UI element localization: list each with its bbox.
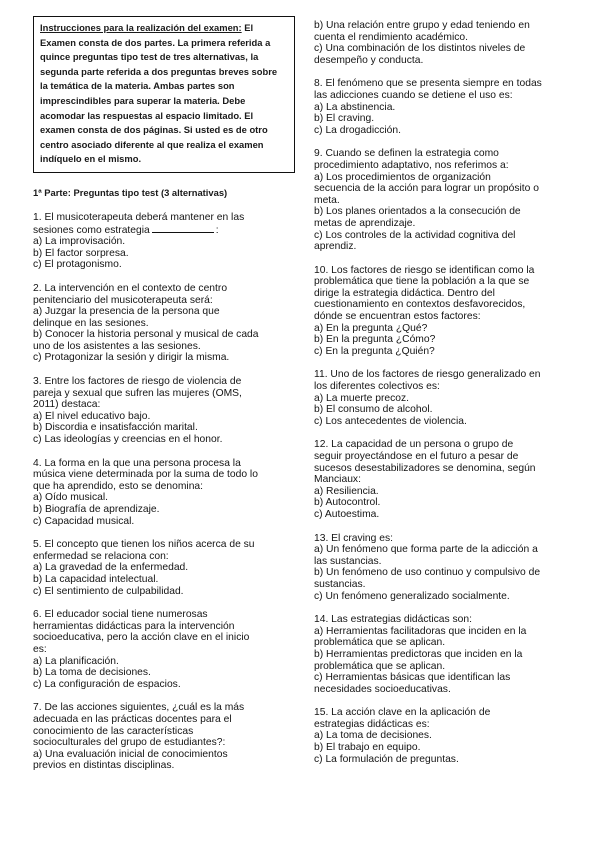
right-question-list xyxy=(314,20,576,765)
answer-option: las sustancias. xyxy=(314,555,382,567)
question-text: 12. La capacidad de un persona o grupo de xyxy=(314,439,514,451)
answer-option: a) La planificación. xyxy=(33,655,119,667)
answer-option: c) Autoestima. xyxy=(314,508,380,520)
answer-option: c) Las ideologías y creencias en el honor. xyxy=(33,434,223,446)
question-text: 15. La acción clave en la aplicación de xyxy=(314,707,491,719)
answer-option: c) La formulación de preguntas. xyxy=(314,753,459,765)
answer-option: b) La toma de decisiones. xyxy=(33,667,151,679)
section-title: 1ª Parte: Preguntas tipo test (3 alternativas) xyxy=(33,186,228,198)
question-item xyxy=(314,614,576,695)
answer-option: aprendiz. xyxy=(314,241,357,253)
answer-option: a) En la pregunta ¿Qué? xyxy=(314,322,428,334)
instructions-line: quince preguntas tipo test de tres alternativas, la xyxy=(40,51,259,63)
answer-option: a) Resiliencia. xyxy=(314,485,379,497)
answer-option: a) La abstinencia. xyxy=(314,101,396,113)
instructions-line: acomodar las respuestas al espacio limitado. El xyxy=(40,109,254,121)
question-text: dónde se encuentran estos factores: xyxy=(314,311,481,323)
question-text: Manciaux: xyxy=(314,474,361,486)
question-item xyxy=(33,376,295,446)
question-text: 5. El concepto que tienen los niños acerca de su xyxy=(33,539,255,551)
question-text: 2011) destaca: xyxy=(33,399,101,411)
answer-option: c) Los controles de la actividad cognitiva del xyxy=(314,229,516,241)
question-item xyxy=(33,283,295,364)
question-text: penitenciario del musicoterapeuta será: xyxy=(33,294,213,306)
answer-option: necesidades socioeducativas. xyxy=(314,683,451,695)
question-text: procedimiento adaptativo, nos referimos a: xyxy=(314,159,509,171)
question-item xyxy=(33,458,295,528)
question-item xyxy=(314,148,576,252)
answer-option: c) En la pregunta ¿Quién? xyxy=(314,345,435,357)
question-item xyxy=(314,78,576,136)
answer-option: desempeño y conducta. xyxy=(314,54,424,66)
question-text: los diferentes colectivos es: xyxy=(314,381,440,393)
answer-option: c) El protagonismo. xyxy=(33,259,122,271)
answer-option: c) La configuración de espacios. xyxy=(33,678,181,690)
question-text: 4. La forma en la que una persona procesa la xyxy=(33,457,241,469)
instructions-line: indíquelo en el mismo. xyxy=(40,153,142,165)
question-item xyxy=(314,265,576,358)
answer-option: a) Oído musical. xyxy=(33,492,108,504)
answer-option: b) El trabajo en equipo. xyxy=(314,742,421,754)
question-text: dirige la estrategia didáctica. Dentro del xyxy=(314,287,495,299)
instructions-line: segunda parte referida a dos preguntas breves sobre xyxy=(40,65,278,77)
left-question-list xyxy=(33,212,295,772)
question-text: que ha aprendido, esto se denomina: xyxy=(33,480,204,492)
question-text: socioculturales del grupo de estudiantes?: xyxy=(33,737,226,749)
question-text: sesiones como estrategia xyxy=(33,224,150,236)
answer-option: c) Una combinación de los distintos niveles de xyxy=(314,43,526,55)
answer-option: b) En la pregunta ¿Cómo? xyxy=(314,334,436,346)
question-text: 10. Los factores de riesgo se identifican como la xyxy=(314,264,535,276)
question-text: las adicciones cuando se detiene el uso es: xyxy=(314,89,513,101)
question-text: es: xyxy=(33,643,47,655)
answer-option: previos en distintas disciplinas. xyxy=(33,760,175,772)
instructions-line: examen consta de dos páginas. Si usted es de otro xyxy=(40,124,268,136)
answer-option: b) Discordia e insatisfacción marital. xyxy=(33,422,198,434)
question-text: adecuada en las prácticas docentes para el xyxy=(33,713,232,725)
instructions-line: la temática de la materia. Ambas partes son xyxy=(40,80,235,92)
question-text: 13. El craving es: xyxy=(314,532,393,544)
answer-option: c) Los antecedentes de violencia. xyxy=(314,415,467,427)
instructions-line: imprescindibles para superar la materia. Debe xyxy=(40,94,246,106)
question-text: cuestionamiento en contextos desfavorecidos, xyxy=(314,299,526,311)
answer-option: a) El nivel educativo bajo. xyxy=(33,410,151,422)
answer-option: problemática que se aplican. xyxy=(314,660,446,672)
question-text: 2. La intervención en el contexto de centro xyxy=(33,282,228,294)
answer-option: b) El craving. xyxy=(314,113,375,125)
instructions-line: El xyxy=(241,22,254,33)
answer-option: b) La capacidad intelectual. xyxy=(33,573,159,585)
answer-option: cuenta el rendimiento académico. xyxy=(314,31,468,43)
answer-option: a) Juzgar la presencia de la persona que xyxy=(33,306,220,318)
question-item xyxy=(314,707,576,765)
answer-option: uno de los asistentes a las sesiones. xyxy=(33,340,201,352)
answer-option: a) Herramientas facilitadoras que inciden en la xyxy=(314,625,527,637)
question-text: problemática que tiene la población a la que se xyxy=(314,276,530,288)
answer-option: problemática que se aplican. xyxy=(314,637,446,649)
answer-option: b) Biografía de aprendizaje. xyxy=(33,504,160,515)
instructions-heading: Instrucciones para la realización del examen: xyxy=(40,22,242,33)
question-text: enfermedad se relaciona con: xyxy=(33,550,169,562)
question-text: 3. Entre los factores de riesgo de violencia de xyxy=(33,376,242,388)
question-text: : xyxy=(215,224,219,236)
question-item xyxy=(33,539,295,597)
question-text: 11. Uno de los factores de riesgo generalizado en xyxy=(314,369,541,381)
answer-option: meta. xyxy=(314,194,340,206)
answer-option: b) Herramientas predictoras que inciden en la xyxy=(314,648,523,660)
question-item xyxy=(33,212,295,271)
answer-option: b) El factor sorpresa. xyxy=(33,247,129,259)
question-item xyxy=(314,439,576,520)
answer-option: b) Conocer la historia personal y musical de cada xyxy=(33,329,259,341)
answer-option: b) Autocontrol. xyxy=(314,497,381,509)
instructions-first-line xyxy=(40,21,288,36)
instructions-line: Examen consta de dos partes. La primera referida a xyxy=(40,36,271,48)
answer-option: c) Un fenómeno generalizado socialmente. xyxy=(314,590,510,602)
question-text xyxy=(33,224,295,237)
question-text: socioeducativa, pero la acción clave en el inicio xyxy=(33,632,250,644)
answer-option: c) Protagonizar la sesión y dirigir la misma. xyxy=(33,352,230,364)
answer-option: sustancias. xyxy=(314,578,366,590)
question-text: conocimiento de las características xyxy=(33,725,194,737)
answer-option: c) La drogadicción. xyxy=(314,124,402,136)
right-column xyxy=(314,20,576,777)
question-text: 9. Cuando se definen la estrategia como xyxy=(314,148,499,160)
left-column xyxy=(33,16,295,784)
answer-option: a) La muerte precoz. xyxy=(314,392,410,404)
question-item xyxy=(33,609,295,690)
answer-option: c) El sentimiento de culpabilidad. xyxy=(33,585,184,597)
answer-option: a) La toma de decisiones. xyxy=(314,730,432,742)
answer-option: c) Capacidad musical. xyxy=(33,515,135,527)
question-item xyxy=(314,369,576,427)
question-item xyxy=(33,702,295,772)
answer-option: a) Los procedimientos de organización xyxy=(314,171,491,183)
answer-option: b) El consumo de alcohol. xyxy=(314,404,433,416)
question-text: pareja y sexual que sufren las mujeres (OMS, xyxy=(33,387,242,399)
instructions-box xyxy=(33,16,295,173)
instructions-line: centro asociado diferente al que realiza el examen xyxy=(40,138,264,150)
question-text: música viene determinada por la suma de todo lo xyxy=(33,469,258,481)
answer-option: b) Un fenómeno de uso continuo y compulsivo de xyxy=(314,567,541,579)
question-text: sucesos desestabilizadores se denomina, según xyxy=(314,462,536,474)
answer-option: b) Los planes orientados a la consecución de xyxy=(314,206,521,218)
question-text: estrategias didácticas es: xyxy=(314,718,430,730)
question-text: 8. El fenómeno que se presenta siempre en todas xyxy=(314,78,542,90)
answer-option: c) Herramientas básicas que identifican las xyxy=(314,672,511,684)
answer-option: a) Una evaluación inicial de conocimientos xyxy=(33,748,228,760)
answer-option: a) Un fenómeno que forma parte de la adicción a xyxy=(314,544,538,556)
answer-blank xyxy=(152,224,214,233)
answer-option: a) La improvisación. xyxy=(33,236,126,248)
answer-option: b) Una relación entre grupo y edad teniendo en xyxy=(314,20,530,31)
question-text: seguir proyectándose en el futuro a pesar de xyxy=(314,451,519,462)
question-text: 6. El educador social tiene numerosas xyxy=(33,609,208,621)
question-text: 1. El musicoterapeuta deberá mantener en las xyxy=(33,211,245,223)
answer-option: a) La gravedad de la enfermedad. xyxy=(33,562,189,574)
question-item xyxy=(314,533,576,603)
question-text: 14. Las estrategias didácticas son: xyxy=(314,614,472,626)
question-item xyxy=(314,20,576,66)
answer-option: delinque en las sesiones. xyxy=(33,317,149,329)
answer-option: secuencia de la acción para lograr un propósito o xyxy=(314,183,539,195)
answer-option: metas de aprendizaje. xyxy=(314,217,416,229)
question-text: herramientas didácticas para la intervención xyxy=(33,620,235,632)
question-text: 7. De las acciones siguientes, ¿cuál es la más xyxy=(33,702,245,714)
